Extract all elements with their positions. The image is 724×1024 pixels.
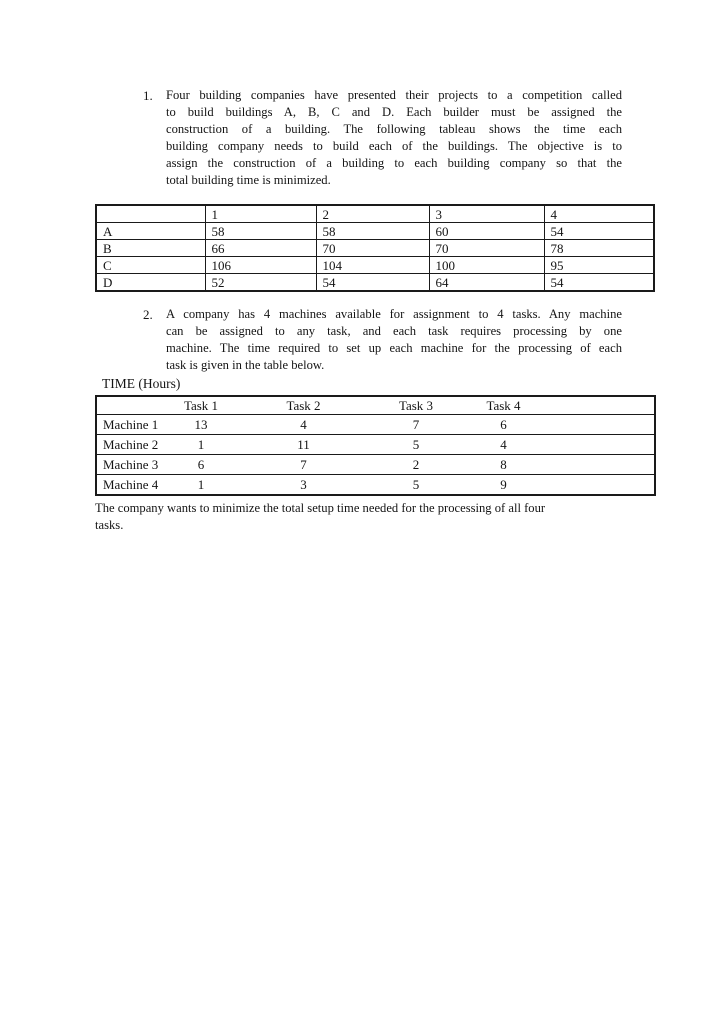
time-cell: 54 xyxy=(544,223,654,240)
column-header: Task 3 xyxy=(398,398,434,413)
time-cell: 5 xyxy=(412,437,420,452)
table-row xyxy=(96,415,655,435)
table-header-row xyxy=(96,396,655,415)
column-header: 2 xyxy=(316,205,429,223)
column-header: Task 4 xyxy=(486,398,521,413)
time-cell: 8 xyxy=(500,457,507,472)
time-cell: 104 xyxy=(316,257,429,274)
closing-note xyxy=(95,500,623,533)
time-cell: 11 xyxy=(297,437,310,452)
problem-1-number: 1. xyxy=(143,88,153,103)
problem-1-item xyxy=(143,87,623,189)
time-cell: 4 xyxy=(300,417,307,432)
table-row xyxy=(96,240,654,257)
time-cell: 60 xyxy=(429,223,544,240)
filler-cell xyxy=(546,415,655,435)
column-header: 4 xyxy=(544,205,654,223)
machines-setup-table-wrap xyxy=(95,395,656,496)
row-label: B xyxy=(96,240,205,257)
time-cell: 6 xyxy=(197,457,205,472)
paragraph-line: total building time is minimized. xyxy=(166,173,331,187)
problem-2-item xyxy=(143,306,623,374)
time-cell: 66 xyxy=(205,240,316,257)
time-cell: 58 xyxy=(316,223,429,240)
time-cell: 106 xyxy=(205,257,316,274)
buildings-time-table xyxy=(95,204,655,292)
time-cell: 100 xyxy=(429,257,544,274)
table-row xyxy=(96,435,655,455)
time-cell: 58 xyxy=(205,223,316,240)
time-cell: 54 xyxy=(316,274,429,292)
time-cell: 78 xyxy=(544,240,654,257)
paragraph-line: can be assigned to any task, and each task requires processing by one xyxy=(166,324,622,338)
filler-cell xyxy=(546,396,655,415)
time-cell: 1 xyxy=(197,476,205,492)
paragraph-line: to build buildings A, B, C and D. Each builder must be assigned the xyxy=(166,105,622,119)
table-row xyxy=(96,257,654,274)
time-cell: 7 xyxy=(412,417,420,432)
filler-cell xyxy=(546,455,655,475)
problem-1-text xyxy=(166,87,622,189)
paragraph-line: Four building companies have presented their projects to a competition called xyxy=(166,88,622,102)
row-label: D xyxy=(96,274,205,292)
time-cell: 5 xyxy=(412,476,420,492)
column-header: 3 xyxy=(429,205,544,223)
time-cell: 9 xyxy=(500,476,507,492)
time-cell: 1 xyxy=(197,437,205,452)
time-cell: 13 xyxy=(194,417,208,432)
problem-2-number: 2. xyxy=(143,307,153,322)
filler-cell xyxy=(546,475,655,495)
column-header: Task 1 xyxy=(183,398,219,413)
time-cell: 4 xyxy=(500,437,507,452)
time-cell: 3 xyxy=(300,476,307,492)
paragraph-line: building company needs to build each of the buildings. The objective is to xyxy=(166,139,622,153)
buildings-time-table-wrap xyxy=(95,204,655,292)
table-row xyxy=(96,455,655,475)
row-label: A xyxy=(96,223,205,240)
time-cell: 95 xyxy=(544,257,654,274)
paragraph-line: assign the construction of a building to each building company so that the xyxy=(166,156,622,170)
paragraph-line: construction of a building. The following tableau shows the time each xyxy=(166,122,622,136)
table-row xyxy=(96,475,655,495)
row-label: C xyxy=(96,257,205,274)
time-cell: 6 xyxy=(500,417,507,432)
paragraph-line: machine. The time required to set up each machine for the processing of each xyxy=(166,341,622,355)
row-label: Machine 1 xyxy=(103,417,159,432)
problem-2-text xyxy=(166,306,622,374)
time-cell: 70 xyxy=(429,240,544,257)
paragraph-line: task is given in the table below. xyxy=(166,358,325,372)
corner-cell xyxy=(96,205,205,223)
filler-cell xyxy=(546,435,655,455)
row-label: Machine 4 xyxy=(103,476,159,492)
closing-note-line: tasks. xyxy=(95,517,124,532)
corner-cell xyxy=(96,396,166,415)
row-label: Machine 2 xyxy=(103,437,159,452)
table-row xyxy=(96,274,654,292)
time-cell: 7 xyxy=(300,457,307,472)
row-label: Machine 3 xyxy=(103,457,159,472)
time-units-label: TIME (Hours) xyxy=(102,376,181,391)
machines-setup-table xyxy=(95,395,656,496)
column-header: 1 xyxy=(205,205,316,223)
table-header-row xyxy=(96,205,654,223)
paragraph-line: A company has 4 machines available for assignment to 4 tasks. Any machine xyxy=(166,307,622,321)
time-cell: 64 xyxy=(429,274,544,292)
table-row xyxy=(96,223,654,240)
time-cell: 52 xyxy=(205,274,316,292)
closing-note-line: The company wants to minimize the total setup time needed for the processing of all four xyxy=(95,501,546,515)
time-cell: 70 xyxy=(316,240,429,257)
time-cell: 2 xyxy=(412,457,420,472)
time-cell: 54 xyxy=(544,274,654,292)
column-header: Task 2 xyxy=(286,398,321,413)
